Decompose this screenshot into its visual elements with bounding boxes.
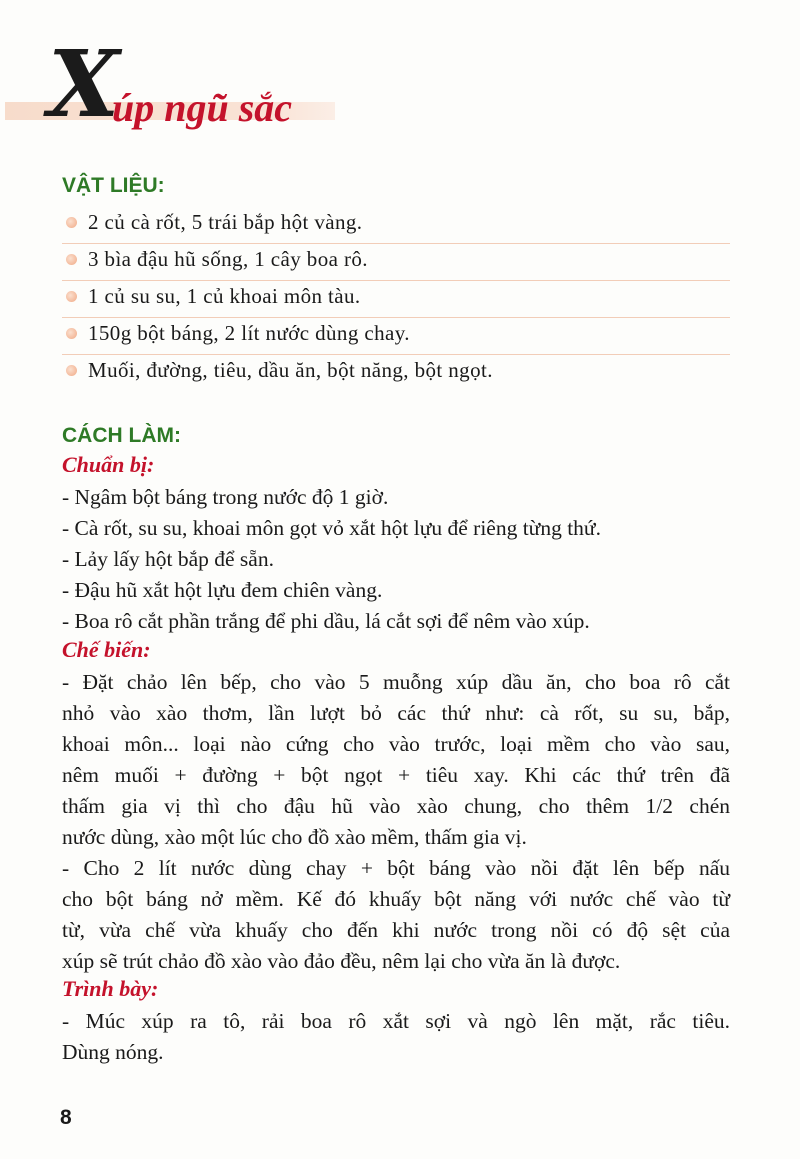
recipe-title: úp ngũ sắc	[112, 85, 293, 130]
step-line: thấm gia vị thì cho đậu hũ vào xào chung, cho thêm 1/2 chén	[62, 794, 730, 818]
ingredient-item	[62, 317, 730, 355]
step-line: - Cho 2 lít nước dùng chay + bột báng vào nồi đặt lên bếp nấu	[62, 856, 730, 880]
bullet-icon	[66, 328, 77, 339]
ingredient-text: 3 bìa đậu hũ sống, 1 cây boa rô.	[88, 247, 368, 271]
serve-heading: Trình bày:	[62, 976, 159, 1001]
ingredient-text: Muối, đường, tiêu, dầu ăn, bột năng, bột ngọt.	[88, 358, 493, 382]
bullet-icon	[66, 365, 77, 376]
step-line: - Lảy lấy hột bắp để sẵn.	[62, 547, 274, 571]
ingredient-text: 2 củ cà rốt, 5 trái bắp hột vàng.	[88, 210, 363, 234]
ingredient-item	[62, 354, 730, 391]
ingredient-item	[62, 206, 730, 244]
cook-heading: Chế biến:	[62, 637, 151, 662]
ingredient-text: 150g bột báng, 2 lít nước dùng chay.	[88, 321, 410, 345]
prep-heading: Chuẩn bị:	[62, 452, 155, 477]
step-line: nhỏ vào xào thơm, lần lượt bỏ các thứ như: cà rốt, su su, bắp,	[62, 701, 730, 725]
step-line: khoai môn... loại nào cứng cho vào trước, loại mềm cho vào sau,	[62, 732, 730, 756]
method-heading: CÁCH LÀM:	[62, 424, 181, 447]
step-line: cho bột báng nở mềm. Kế đó khuấy bột năng với nước chế vào từ	[62, 887, 730, 911]
step-line: - Đặt chảo lên bếp, cho vào 5 muỗng xúp dầu ăn, cho boa rô cắt	[62, 670, 730, 694]
step-line: từ, vừa chế vừa khuấy cho đến khi nước trong nồi có độ sệt của	[62, 918, 730, 942]
step-line: - Boa rô cắt phần trắng để phi dầu, lá cắt sợi để nêm vào xúp.	[62, 609, 590, 633]
step-line: Dùng nóng.	[62, 1040, 164, 1064]
step-line: - Cà rốt, su su, khoai môn gọt vỏ xắt hột lựu để riêng từng thứ.	[62, 516, 601, 540]
step-line: nước dùng, xào một lúc cho đồ xào mềm, thấm gia vị.	[62, 825, 527, 849]
step-line: - Múc xúp ra tô, rải boa rô xắt sợi và ngò lên mặt, rắc tiêu.	[62, 1009, 730, 1033]
step-line: nêm muối + đường + bột ngọt + tiêu xay. Khi các thứ trên đã	[62, 763, 730, 787]
ingredient-item	[62, 280, 730, 318]
page-number: 8	[60, 1106, 72, 1129]
step-line: - Đậu hũ xắt hột lựu đem chiên vàng.	[62, 578, 383, 602]
step-line: - Ngâm bột báng trong nước độ 1 giờ.	[62, 485, 389, 509]
ingredient-text: 1 củ su su, 1 củ khoai môn tàu.	[88, 284, 361, 308]
title-initial: X	[48, 30, 120, 138]
ingredient-item	[62, 243, 730, 281]
bullet-icon	[66, 254, 77, 265]
bullet-icon	[66, 217, 77, 228]
bullet-icon	[66, 291, 77, 302]
step-line: xúp sẽ trút chảo đồ xào vào đảo đều, nêm lại cho vừa ăn là được.	[62, 949, 621, 973]
ingredients-heading: VẬT LIỆU:	[62, 174, 165, 197]
